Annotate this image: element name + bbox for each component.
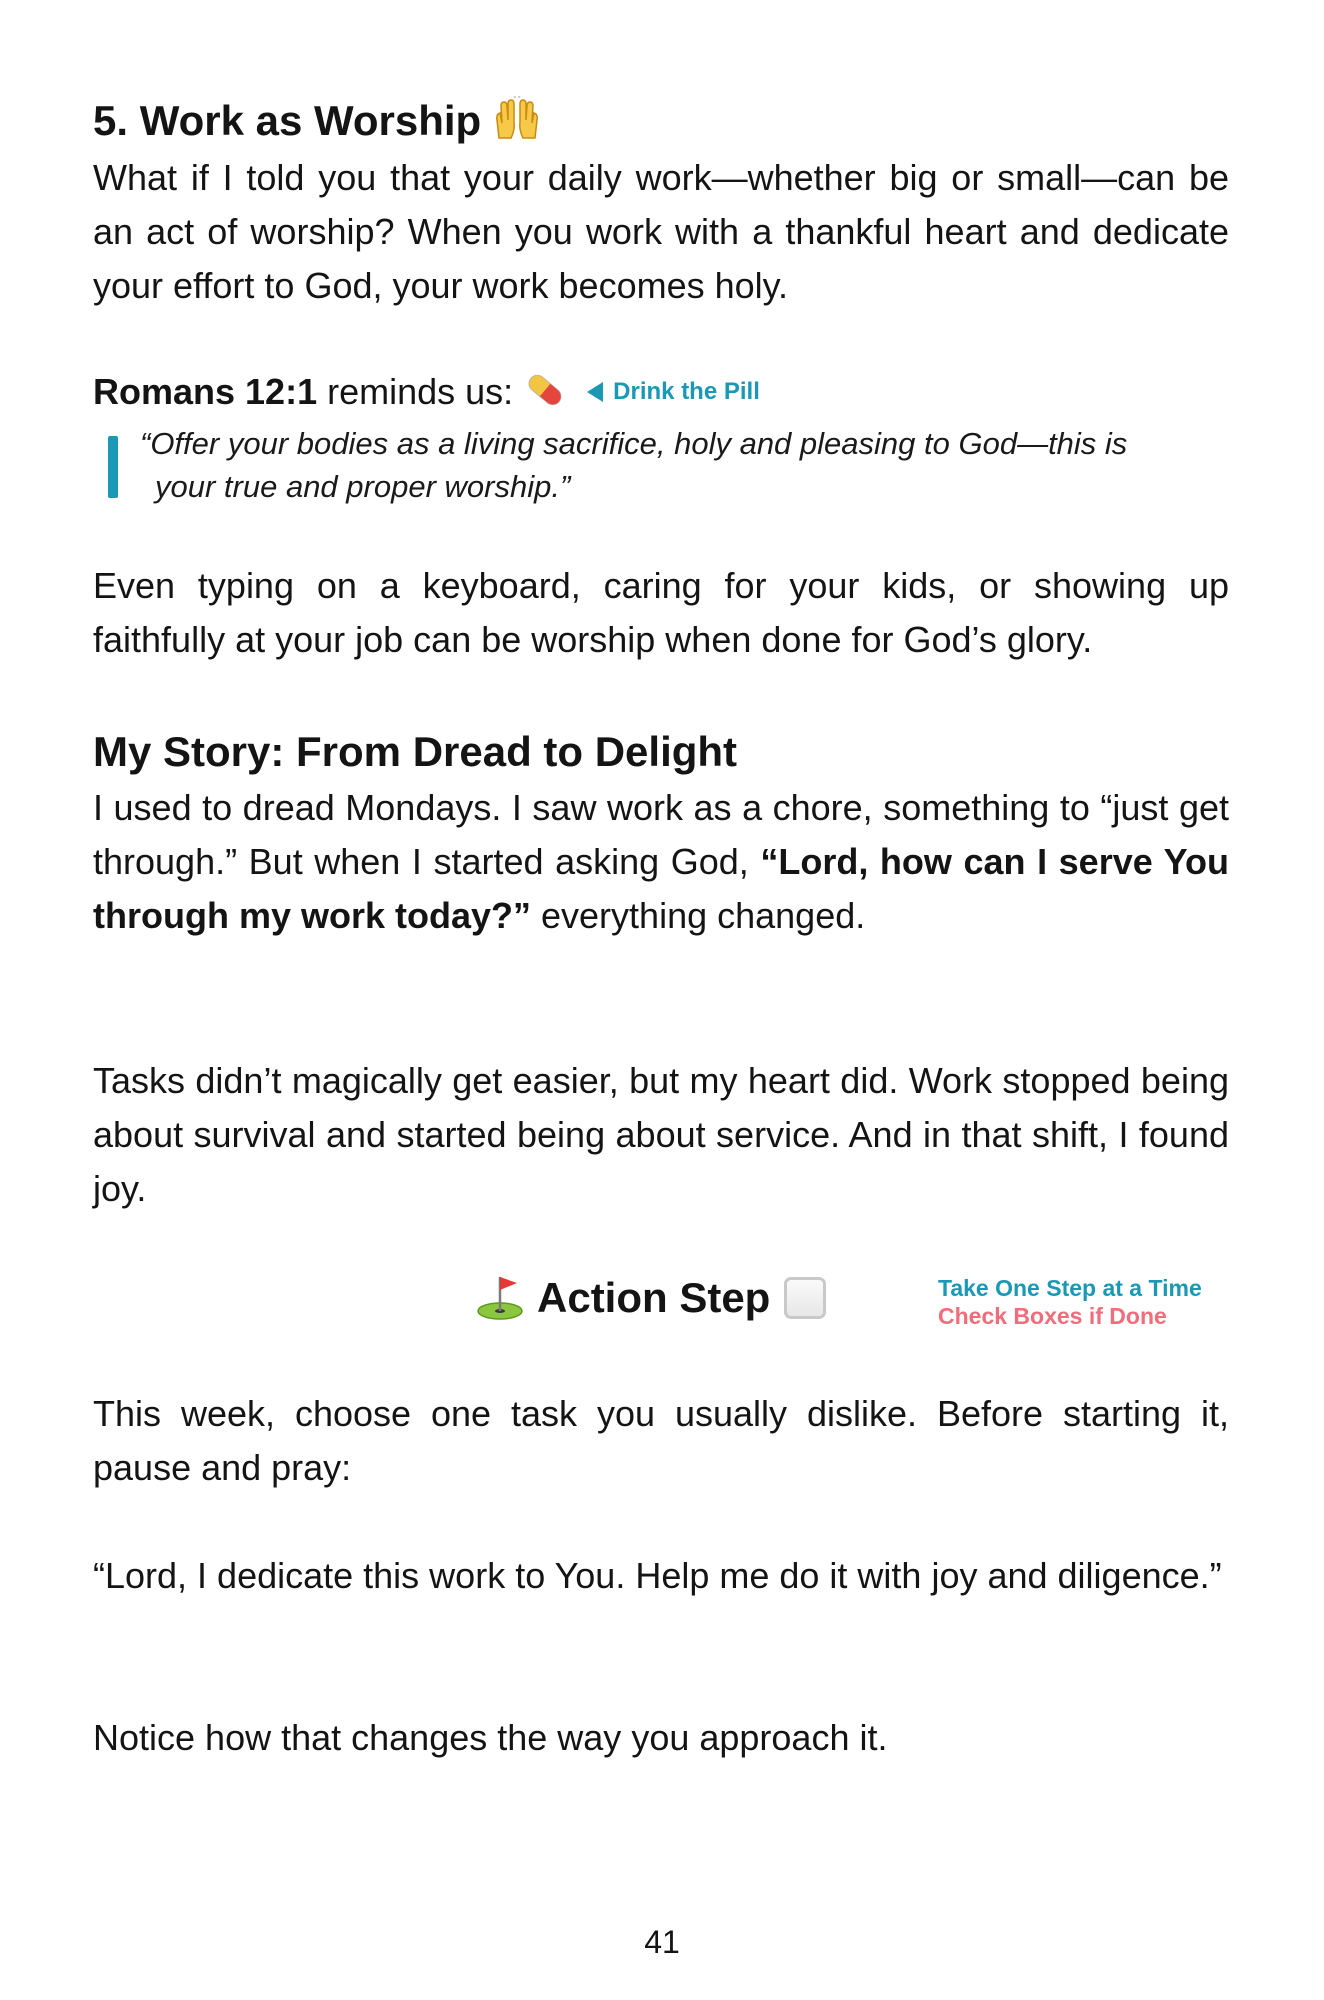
action-step-heading: [475, 1268, 826, 1328]
action-paragraph-1: [93, 1387, 1229, 1495]
raised-hands-icon: [493, 96, 541, 152]
action-paragraph-3: [93, 1711, 1229, 1765]
scripture-reference-line: [93, 366, 760, 418]
story-heading: [93, 726, 1229, 778]
action-text-3: Notice how that changes the way you approach it.: [93, 1717, 888, 1758]
note-step-at-a-time: Take One Step at a Time: [938, 1275, 1202, 1301]
scripture-quote: [140, 422, 1230, 508]
page-number: 41: [644, 1924, 680, 1960]
story-title: My Story: From Dread to Delight: [93, 728, 738, 775]
story-bold-prayer: “Lord, how can I serve You through my work today?”: [93, 841, 1229, 936]
story-paragraph-1: [93, 781, 1229, 943]
pill-icon: [523, 368, 567, 417]
callout-text: Drink the Pill: [613, 378, 760, 405]
quote-line-2: your true and proper worship.”: [155, 469, 571, 504]
prayer-text: “Lord, I dedicate this work to You. Help me do it with joy and diligence.”: [93, 1555, 1222, 1596]
triangle-left-icon: [587, 382, 603, 402]
worship-text: Even typing on a keyboard, caring for your kids, or showing up faithfully at your job can be worship when done for God’s glory.: [93, 565, 1229, 660]
story-text-1b: everything changed.: [531, 895, 866, 936]
note-check-boxes: Check Boxes if Done: [938, 1303, 1167, 1329]
section-paragraph: [93, 151, 1229, 313]
action-prayer: [93, 1549, 1229, 1603]
golf-flag-icon: [475, 1271, 525, 1326]
action-notes: [938, 1274, 1202, 1330]
story-text-2: Tasks didn’t magically get easier, but my heart did. Work stopped being about survival and started being about service. And in that shift, I found joy.: [93, 1060, 1229, 1209]
checkbox-icon[interactable]: [784, 1277, 826, 1319]
section-heading: [93, 95, 1229, 152]
quote-bar: [108, 436, 118, 498]
drink-the-pill-callout: [587, 378, 760, 406]
quote-line-1: “Offer your bodies as a living sacrifice, holy and pleasing to God—this is: [140, 426, 1128, 461]
worship-paragraph: [93, 559, 1229, 667]
story-text-1: [93, 781, 1229, 943]
action-step-label: Action Step: [537, 1274, 771, 1321]
scripture-reference: Romans 12:1: [93, 371, 318, 412]
scripture-lead: reminds us:: [327, 371, 514, 412]
intro-text: What if I told you that your daily work—whether big or small—can be an act of worship? When you work with a thankful heart and dedicate your effort to God, your work becomes holy.: [93, 157, 1229, 306]
story-text-1a: I used to dread Mondays. I saw work as a chore, something to “just get through.” But when I started asking God,: [93, 787, 1229, 882]
story-paragraph-2: [93, 1054, 1229, 1216]
action-text-1: This week, choose one task you usually dislike. Before starting it, pause and pray:: [93, 1393, 1229, 1488]
section-title: 5. Work as Worship: [93, 97, 482, 144]
